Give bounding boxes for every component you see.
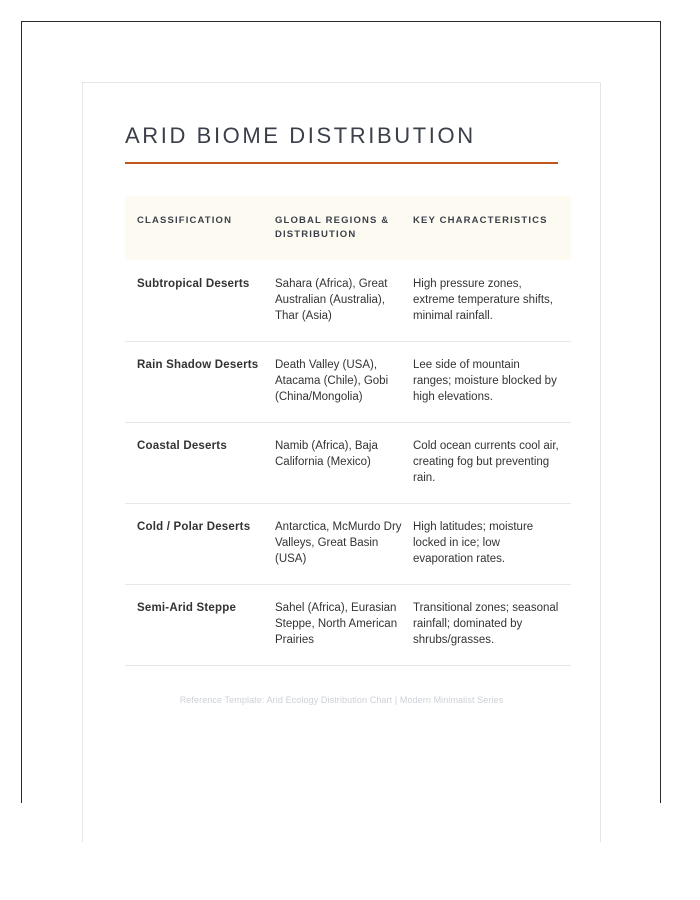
- page-title: ARID BIOME DISTRIBUTION: [125, 123, 476, 148]
- table-row: [125, 503, 571, 584]
- table-row: [125, 341, 571, 422]
- content-card: [82, 82, 601, 842]
- cell-regions: Namib (Africa), Baja California (Mexico): [275, 422, 413, 503]
- cell-characteristics: High pressure zones, extreme temperature shifts, minimal rainfall.: [413, 260, 571, 341]
- table-row: [125, 260, 571, 341]
- title-accent-rule: [125, 162, 558, 164]
- card-inner: [83, 83, 600, 706]
- cell-classification: Cold / Polar Deserts: [125, 503, 275, 584]
- cell-characteristics: Transitional zones; seasonal rainfall; dominated by shrubs/grasses.: [413, 584, 571, 665]
- table-row: [125, 422, 571, 503]
- cell-classification: Rain Shadow Deserts: [125, 341, 275, 422]
- cell-characteristics: Cold ocean currents cool air, creating fog but preventing rain.: [413, 422, 571, 503]
- cell-regions: Death Valley (USA), Atacama (Chile), Gobi (China/Mongolia): [275, 341, 413, 422]
- column-header-classification: CLASSIFICATION: [125, 196, 275, 260]
- cell-classification: Subtropical Deserts: [125, 260, 275, 341]
- column-header-characteristics: KEY CHARACTERISTICS: [413, 196, 571, 260]
- table-body: [125, 260, 571, 665]
- column-header-regions: GLOBAL REGIONS & DISTRIBUTION: [275, 196, 413, 260]
- table-header-row: [125, 196, 571, 260]
- footer-caption: Reference Template: Arid Ecology Distribution Chart | Modern Minimalist Series: [179, 694, 504, 705]
- cell-classification: Semi-Arid Steppe: [125, 584, 275, 665]
- cell-regions: Sahel (Africa), Eurasian Steppe, North American Prairies: [275, 584, 413, 665]
- table-header: [125, 196, 571, 260]
- table-row: [125, 584, 571, 665]
- cell-characteristics: Lee side of mountain ranges; moisture blocked by high elevations.: [413, 341, 571, 422]
- cell-regions: Antarctica, McMurdo Dry Valleys, Great Basin (USA): [275, 503, 413, 584]
- cell-regions: Sahara (Africa), Great Australian (Australia), Thar (Asia): [275, 260, 413, 341]
- biome-distribution-table: [125, 196, 571, 665]
- cell-classification: Coastal Deserts: [125, 422, 275, 503]
- cell-characteristics: High latitudes; moisture locked in ice; low evaporation rates.: [413, 503, 571, 584]
